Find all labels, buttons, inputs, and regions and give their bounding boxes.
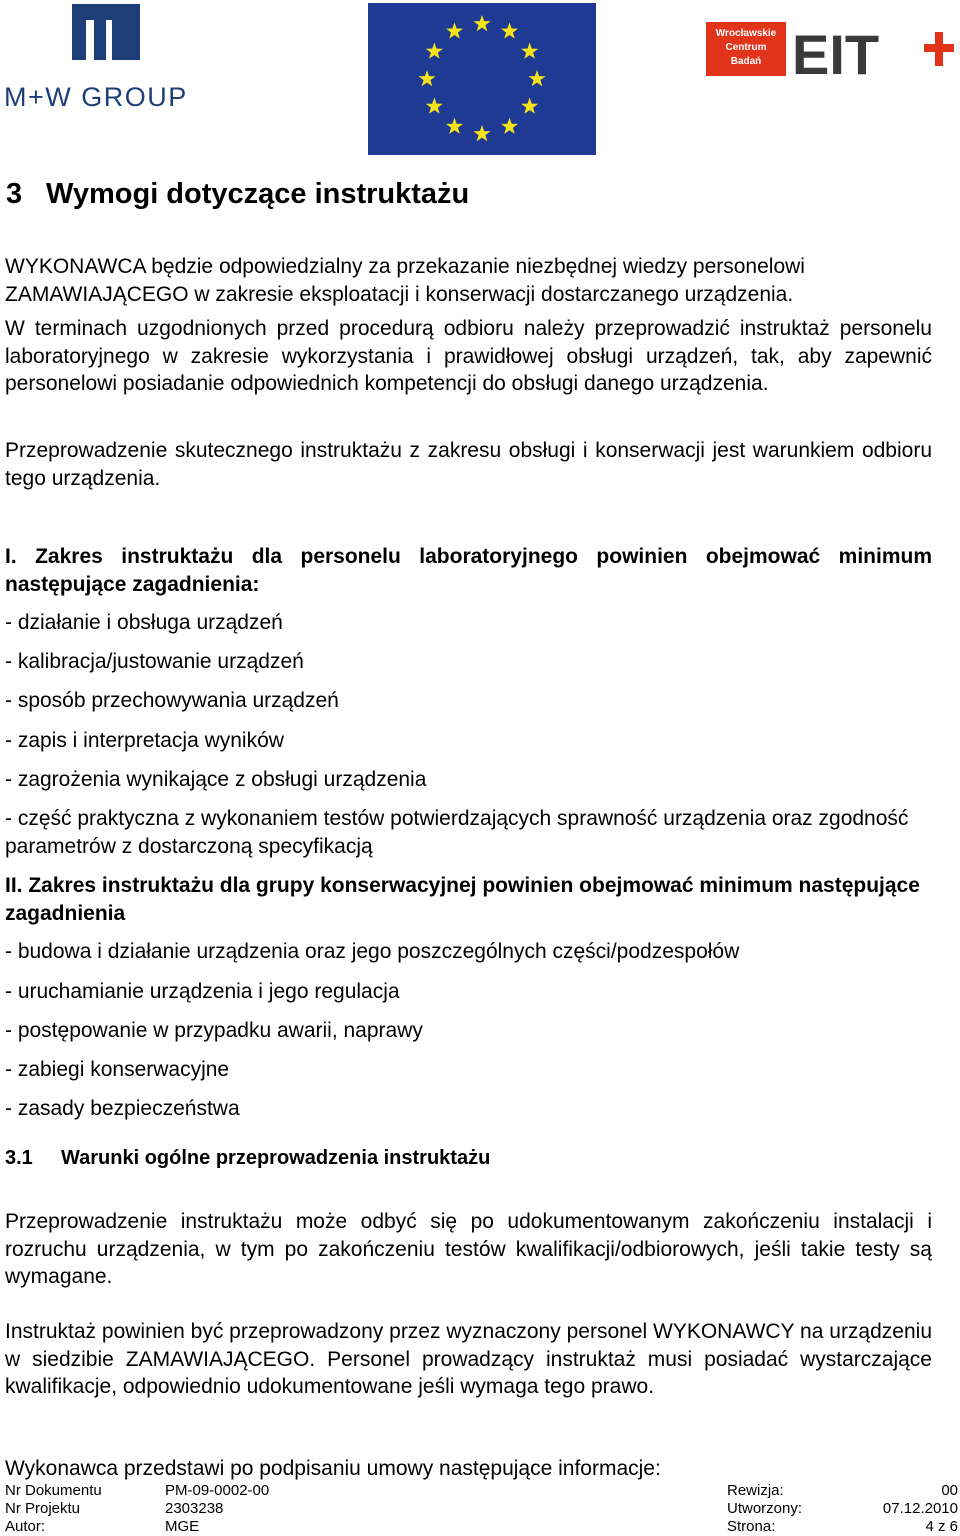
footer-created-label: Utworzony:	[727, 1500, 803, 1517]
group1-item: - kalibracja/justowanie urządzeń	[5, 650, 304, 673]
group1-item: - część praktyczna z wykonaniem testów potwierdzających sprawność urządzenia oraz zgodność parametrów z dostarczoną specyfikacją	[5, 807, 909, 858]
eit-logo-line-3: Badań	[730, 56, 762, 67]
footer-created-value: 07.12.2010	[882, 1500, 958, 1517]
document-footer	[5, 1482, 960, 1536]
group2-heading: II. Zakres instruktażu dla grupy konserwacyjnej powinien obejmować minimum następujące zagadnienia	[5, 874, 920, 925]
footer-page-value: 4 z 6	[925, 1518, 958, 1535]
group2-item: - postępowanie w przypadku awarii, naprawy	[5, 1019, 423, 1042]
paragraph-training-timing: W terminach uzgodnionych przed procedurą odbioru należy przeprowadzić instruktaż personelu laboratoryjnego w zakresie wykorzystania i prawidłowej obsługi urządzeń, tak, aby zapewnić personelowi posiadanie odpowiednich kompetencji do obsługi danego urządzenia.	[5, 317, 932, 395]
footer-rev-label: Rewizja:	[727, 1482, 784, 1499]
eit-logo-line-2: Centrum	[725, 42, 767, 53]
subsection-number: 3.1	[5, 1147, 33, 1169]
eit-logo-mark: EIT	[792, 23, 880, 80]
group1-item: - działanie i obsługa urządzeń	[5, 611, 283, 634]
paragraph-training-personnel: Instruktaż powinien być przeprowadzony przez wyznaczony personel WYKONAWCY na urządzeniu w siedzibie ZAMAWIAJĄCEGO. Personel prowadzący instruktaż musi posiadać wystarczające kwalifikacje, odpowiednio udokumentowane jeśli wymaga tego prawo.	[5, 1320, 932, 1398]
footer-author-label: Autor:	[5, 1518, 46, 1535]
eu-flag-logo	[368, 3, 596, 155]
footer-project-label: Nr Projektu	[5, 1500, 81, 1517]
mw-group-logo	[0, 0, 220, 115]
paragraph-training-condition: Przeprowadzenie skutecznego instruktażu z zakresu obsługi i konserwacji jest warunkiem odbioru tego urządzenia.	[5, 439, 932, 490]
group1-item: - zapis i interpretacja wyników	[5, 729, 284, 752]
footer-row	[5, 1482, 960, 1500]
group1-item: - zagrożenia wynikające z obsługi urządzenia	[5, 768, 427, 791]
eit-plus-logo	[706, 22, 956, 80]
footer-page-label: Strona:	[727, 1518, 776, 1535]
mw-logo-text: M+W GROUP	[4, 82, 188, 112]
subsection-title: Warunki ogólne przeprowadzenia instruktażu	[61, 1147, 491, 1169]
footer-row	[5, 1518, 960, 1536]
section-title: Wymogi dotyczące instruktażu	[46, 178, 470, 210]
group2-item: - zabiegi konserwacyjne	[5, 1058, 230, 1081]
paragraph-contractor-information: Wykonawca przedstawi po podpisaniu umowy następujące informacje:	[5, 1457, 661, 1480]
footer-rev-value: 00	[941, 1482, 958, 1499]
group2-item: - uruchamianie urządzenia i jego regulacja	[5, 980, 400, 1003]
footer-author-value: MGE	[165, 1518, 200, 1535]
footer-doc-label: Nr Dokumentu	[5, 1482, 102, 1499]
group2-item: - budowa i działanie urządzenia oraz jego poszczególnych części/podzespołów	[5, 940, 740, 963]
paragraph-responsibility: WYKONAWCA będzie odpowiedzialny za przekazanie niezbędnej wiedzy personelowi ZAMAWIAJĄCEGO w zakresie eksploatacji i konserwacji dostarczanego urządzenia.	[5, 255, 805, 306]
footer-project-value: 2303238	[165, 1500, 224, 1517]
eit-logo-line-1: Wrocławskie	[715, 28, 777, 39]
section-heading	[6, 178, 469, 211]
footer-doc-value: PM-09-0002-00	[165, 1482, 270, 1499]
footer-row	[5, 1500, 960, 1518]
section-number: 3	[6, 178, 23, 210]
group2-item: - zasady bezpieczeństwa	[5, 1097, 240, 1120]
group1-item: - sposób przechowywania urządzeń	[5, 689, 339, 712]
group1-heading: I. Zakres instruktażu dla personelu laboratoryjnego powinien obejmować minimum następujące zagadnienia:	[5, 545, 932, 596]
subsection-heading	[5, 1147, 490, 1170]
paragraph-training-conditions: Przeprowadzenie instruktażu może odbyć się po udokumentowanym zakończeniu instalacji i rozruchu urządzenia, w tym po zakończeniu testów kwalifikacji/odbiorowych, jeśli takie testy są wymagane.	[5, 1210, 932, 1288]
